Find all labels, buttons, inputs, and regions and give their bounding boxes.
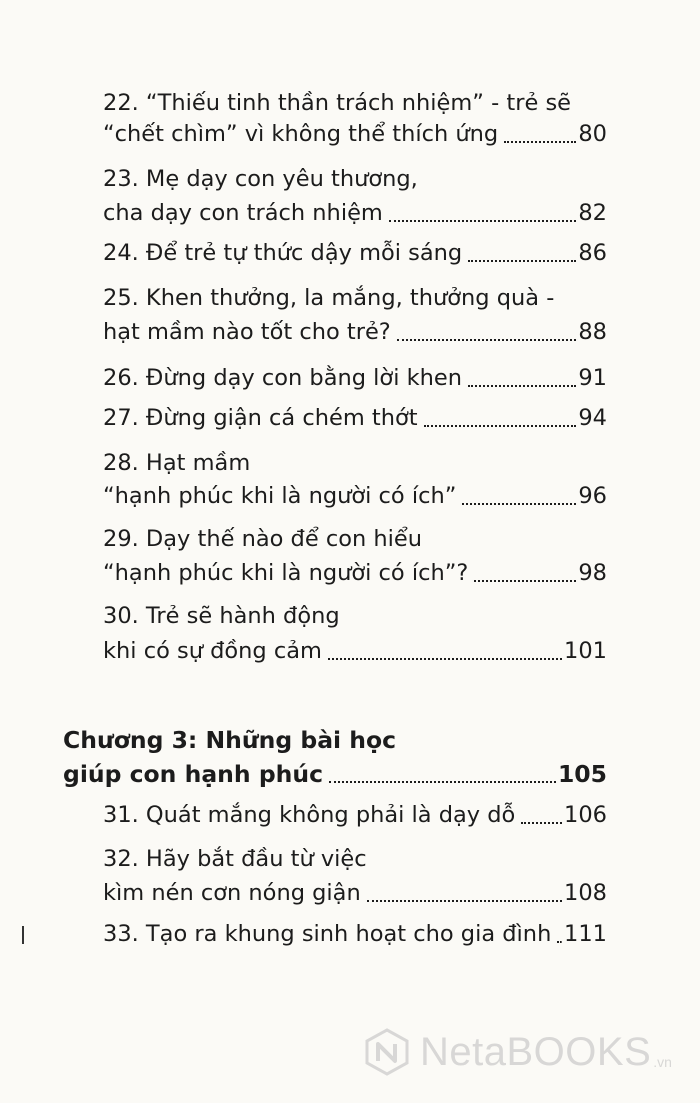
toc-entry-28-line-1: 28. Hạt mầm	[103, 450, 251, 476]
dot-leader	[504, 141, 576, 143]
netabooks-logo-icon	[362, 1027, 412, 1077]
dot-leader	[557, 941, 562, 943]
dot-leader	[328, 658, 562, 660]
toc-entry-33[interactable]: 33. Tạo ra khung sinh hoạt cho gia đình 111	[103, 917, 607, 951]
page-number: 98	[578, 560, 607, 586]
toc-entry-30-line-1: 30. Trẻ sẽ hành động	[103, 603, 340, 629]
watermark-brand: NetaBOOKS	[420, 1029, 652, 1074]
page-number: 91	[578, 365, 607, 391]
page-number: 96	[578, 483, 607, 509]
toc-entry-29-line-2[interactable]: “hạnh phúc khi là người có ích”? 98	[103, 556, 607, 590]
dot-leader	[389, 220, 577, 222]
toc-entry-30-line-2[interactable]: khi có sự đồng cảm 101	[103, 634, 607, 668]
page-number: 108	[564, 880, 607, 906]
dot-leader	[424, 425, 577, 427]
dot-leader	[397, 339, 577, 341]
page-number: 82	[578, 200, 607, 226]
page-number: 88	[578, 319, 607, 345]
dot-leader	[468, 260, 576, 262]
toc-entry-23-line-1: 23. Mẹ dạy con yêu thương,	[103, 166, 418, 192]
dot-leader	[367, 900, 562, 902]
dot-leader	[521, 822, 562, 824]
dot-leader	[468, 385, 576, 387]
dot-leader	[474, 580, 576, 582]
toc-entry-28-line-2[interactable]: “hạnh phúc khi là người có ích” 96	[103, 479, 607, 513]
toc-entry-25-line-1: 25. Khen thưởng, la mắng, thưởng quà -	[103, 285, 555, 311]
page-number: 101	[564, 638, 607, 664]
toc-entry-31[interactable]: 31. Quát mắng không phải là dạy dỗ 106	[103, 798, 607, 832]
dot-leader	[329, 781, 556, 783]
toc-entry-24[interactable]: 24. Để trẻ tự thức dậy mỗi sáng 86	[103, 236, 607, 270]
toc-entry-25-line-2[interactable]: hạt mầm nào tốt cho trẻ? 88	[103, 315, 607, 349]
toc-entry-23-line-2[interactable]: cha dạy con trách nhiệm 82	[103, 196, 607, 230]
toc-entry-22-line-2[interactable]: “chết chìm” vì không thể thích ứng 80	[103, 117, 607, 151]
toc-entry-26[interactable]: 26. Đừng dạy con bằng lời khen 91	[103, 361, 607, 395]
margin-mark	[22, 926, 24, 944]
chapter-3-title-line-2[interactable]: giúp con hạnh phúc 105	[63, 757, 607, 791]
netabooks-watermark	[362, 1022, 692, 1082]
page-number: 111	[564, 921, 607, 947]
chapter-3-title-line-1: Chương 3: Những bài học	[63, 726, 397, 754]
toc-entry-32-line-2[interactable]: kìm nén cơn nóng giận 108	[103, 876, 607, 910]
toc-entry-32-line-1: 32. Hãy bắt đầu từ việc	[103, 846, 367, 872]
page-number: 106	[564, 802, 607, 828]
page-number: 105	[557, 760, 607, 788]
watermark-suffix: .vn	[653, 1054, 672, 1070]
page-number: 80	[578, 121, 607, 147]
toc-entry-27[interactable]: 27. Đừng giận cá chém thớt 94	[103, 401, 607, 435]
dot-leader	[462, 503, 576, 505]
page-number: 86	[578, 240, 607, 266]
toc-entry-29-line-1: 29. Dạy thế nào để con hiểu	[103, 526, 422, 552]
toc-entry-22-line-1: 22. “Thiếu tinh thần trách nhiệm” - trẻ sẽ	[103, 90, 572, 116]
page-number: 94	[578, 405, 607, 431]
